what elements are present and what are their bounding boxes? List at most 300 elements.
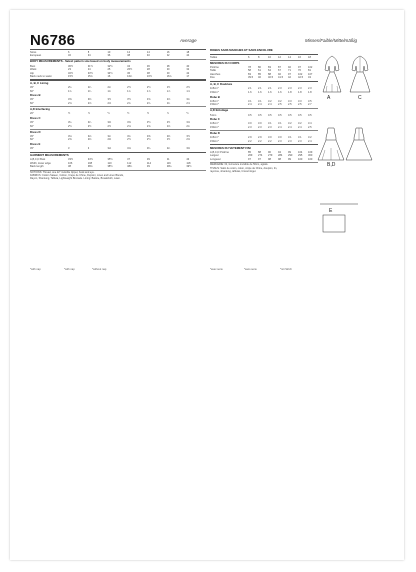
table-cell: 33½: [87, 71, 93, 75]
table-cell: 112: [127, 161, 132, 165]
table-cell: 98: [268, 157, 271, 161]
table-cell: 1¾: [127, 89, 131, 93]
table-cell: 2⅝: [186, 138, 190, 142]
table-cell: 3.0: [248, 122, 252, 126]
table-cell: 97: [298, 65, 301, 69]
dress-back-icon: [350, 56, 370, 92]
table-cell: 2.7: [308, 103, 312, 107]
footnote: *avec sens: [210, 268, 223, 271]
table-cell: 2.4: [308, 139, 312, 143]
table-cell: 30½: [68, 64, 74, 68]
table-cell: 0.5: [258, 113, 262, 117]
table-cell: 3⅜: [87, 98, 92, 102]
table-cell: 2.3: [278, 87, 282, 91]
table-cell: 3.3: [298, 99, 302, 103]
table-cell: 71: [288, 69, 291, 73]
table-cell: 16¾: [166, 75, 172, 79]
table-cell: 14: [288, 55, 291, 59]
table-cell: 3⅝: [146, 98, 151, 102]
table-cell: 94: [278, 150, 281, 154]
dress-front-icon: [323, 56, 341, 92]
row-label: 60": [30, 101, 34, 105]
table-cell: 15½: [68, 75, 74, 79]
figure-label-bd: B,D: [327, 162, 336, 168]
table-cell: 17: [186, 75, 190, 79]
section-heading: MESURES DU VÊTEMENT FINI: [210, 146, 251, 150]
section-heading: A,D Interfacing: [30, 108, 50, 112]
row-label: 45": [30, 98, 34, 102]
table-cell: 3.4: [308, 122, 312, 126]
table-cell: 40: [186, 64, 190, 68]
section-heading: Robe D: [210, 131, 220, 135]
footnotes: [30, 268, 386, 274]
table-cell: 1⅞: [186, 89, 190, 93]
table-cell: 8: [87, 50, 90, 54]
table-cell: 2.1: [268, 87, 272, 91]
notions-line: FABRICS: Cotton Sateen, Cotton, Crepe de Chine, Dupioni, Linen and Linen Blends,: [30, 174, 124, 178]
row-label: Taille: [210, 69, 216, 73]
table-cell: 3.1: [248, 99, 252, 103]
row-label: Hanches: [210, 72, 221, 76]
table-cell: 2.5: [298, 103, 302, 107]
table-cell: 34: [127, 64, 131, 68]
table-cell: 1.6: [258, 90, 262, 94]
table-cell: 108: [87, 161, 93, 165]
table-cell: 3⅜: [68, 98, 72, 102]
table-cell: 3.1: [258, 99, 262, 103]
table-cell: 2½: [127, 138, 131, 142]
footnote: *mit Strich: [280, 268, 292, 271]
table-cell: 38: [68, 165, 71, 169]
table-cell: 1.8: [288, 90, 292, 94]
table-cell: 41.5: [278, 76, 284, 80]
table-cell: 36: [107, 54, 111, 58]
row-label: A,B,C,D Bust: [30, 158, 46, 162]
table-cell: 2.3: [258, 125, 262, 129]
table-cell: 2.5: [308, 125, 312, 129]
table-cell: 3¼: [146, 147, 151, 151]
row-label: Bust: [30, 64, 36, 68]
table-cell: 61: [258, 69, 261, 73]
table-cell: 3.2: [268, 99, 272, 103]
table-cell: 290: [288, 154, 293, 158]
table-cell: 269: [248, 154, 253, 158]
footnote: *with nap: [30, 268, 41, 271]
table-cell: 39.5: [248, 76, 254, 80]
table-cell: 10: [268, 55, 271, 59]
row-label: Longueur: [210, 157, 221, 161]
table-cell: 83: [268, 65, 271, 69]
table-cell: 8: [258, 55, 260, 59]
table-cell: 2.4: [288, 125, 292, 129]
table-cell: 2.1: [248, 87, 252, 91]
table-cell: 58: [248, 69, 251, 73]
table-cell: 3.1: [268, 122, 272, 126]
table-cell: ½: [87, 112, 90, 116]
table-cell: 3⅜: [127, 121, 131, 125]
table-cell: 34½: [87, 158, 93, 162]
table-cell: 3.2: [308, 136, 312, 140]
table-cell: 110: [107, 161, 112, 165]
table-cell: 3⅛: [127, 147, 131, 151]
table-cell: 2.9: [248, 136, 252, 140]
table-cell: ½: [127, 112, 130, 116]
table-cell: 3.1: [298, 136, 302, 140]
figure-label-e: E: [329, 208, 333, 214]
table-cell: 34: [87, 54, 91, 58]
figure-label-a: A: [327, 95, 331, 101]
table-cell: 2½: [146, 86, 151, 90]
table-cell: 2½: [166, 138, 171, 142]
table-cell: 90: [268, 150, 271, 154]
table-cell: 300: [308, 154, 313, 158]
row-label: 45": [30, 134, 34, 138]
table-cell: 23: [68, 68, 71, 72]
table-cell: 6: [68, 50, 70, 54]
table-cell: 2.3: [248, 125, 252, 129]
section-heading: Robe C: [210, 118, 220, 122]
table-cell: 2¾: [166, 101, 171, 105]
table-cell: 2.2: [258, 139, 262, 143]
table-cell: 2½: [146, 138, 151, 142]
row-label: 60": [30, 138, 34, 142]
section-heading: MESURES DU CORPS: [210, 61, 240, 65]
table-cell: 1⅞: [166, 89, 171, 93]
table-cell: 106: [68, 161, 73, 165]
table-cell: ½: [166, 112, 169, 116]
table-cell: 39: [146, 158, 150, 162]
table-cell: 97: [258, 157, 261, 161]
footnote: *without nap: [92, 268, 107, 271]
table-cell: 12: [278, 55, 281, 59]
table-cell: 38¼: [87, 165, 93, 169]
table-cell: 14: [146, 50, 150, 54]
row-label: 150cm*: [210, 90, 219, 94]
table-cell: 2¾: [186, 124, 190, 128]
table-cell: 3.1: [278, 122, 282, 126]
table-cell: 2.3: [308, 87, 312, 91]
table-cell: 3½: [166, 121, 171, 125]
row-label: Waist: [30, 68, 37, 72]
table-cell: 40.5: [268, 76, 274, 80]
table-cell: 102: [308, 65, 313, 69]
table-cell: 2⅝: [166, 124, 171, 128]
table-cell: 32½: [68, 71, 74, 75]
table-cell: 85: [248, 150, 251, 154]
table-cell: 16½: [146, 75, 152, 79]
table-cell: 3⅜: [107, 121, 112, 125]
table-cell: 2.3: [268, 125, 272, 129]
table-cell: 16: [298, 55, 301, 59]
table-cell: 16¼: [127, 75, 133, 79]
table-cell: 2.4: [278, 125, 282, 129]
table-cell: 3½: [146, 121, 151, 125]
table-cell: 39¼: [166, 165, 172, 169]
table-cell: ½: [68, 112, 71, 116]
table-cell: 107: [308, 72, 313, 76]
table-cell: 32½: [107, 64, 113, 68]
table-cell: 3.2: [278, 99, 282, 103]
table-cell: 3¼: [68, 121, 72, 125]
row-label: 51cm: [210, 113, 217, 117]
row-label: 115cm*: [210, 99, 219, 103]
section-heading: A, B, C Lining: [30, 81, 49, 85]
table-cell: 1.8: [298, 90, 302, 94]
table-cell: 3⅜: [146, 134, 151, 138]
table-cell: 18: [186, 50, 190, 54]
table-cell: 2⅝: [146, 124, 151, 128]
row-label: Back length: [30, 165, 44, 169]
table-cell: 2¾: [146, 101, 151, 105]
table-cell: 85: [258, 72, 261, 76]
figure-label-c: C: [358, 95, 362, 101]
table-cell: 24: [87, 68, 91, 72]
section-heading: Dress D: [30, 130, 41, 134]
table-cell: 3¼: [87, 121, 92, 125]
table-cell: 33½: [68, 158, 74, 162]
table-cell: 2⅜: [87, 138, 92, 142]
table-cell: 100: [308, 157, 313, 161]
table-cell: 6: [248, 55, 250, 59]
table-cell: 2⅞: [186, 101, 190, 105]
table-cell: 40: [166, 71, 170, 75]
table-cell: 26½: [127, 68, 133, 72]
table-cell: 279: [268, 154, 273, 158]
table-cell: 2⅝: [68, 101, 72, 105]
row-label: 115cm*: [210, 87, 219, 91]
table-cell: 38: [127, 54, 131, 58]
table-cell: 43: [308, 76, 311, 80]
table-cell: 1⅞: [146, 89, 151, 93]
table-cell: 38: [166, 64, 170, 68]
table-cell: 2⅜: [68, 138, 72, 142]
table-cell: 2⅝: [127, 124, 131, 128]
table-cell: 25: [107, 68, 111, 72]
pattern-number: N6786: [30, 32, 76, 49]
table-cell: 3¼: [107, 134, 112, 138]
table-cell: 31½: [87, 64, 93, 68]
table-cell: 274: [258, 154, 263, 158]
row-label: 150cm*: [210, 103, 219, 107]
table-cell: 32: [186, 68, 190, 72]
table-cell: 97: [248, 157, 251, 161]
table-cell: 0.5: [308, 113, 312, 117]
table-cell: 118: [186, 161, 191, 165]
table-cell: 81: [308, 69, 311, 73]
row-label: Largeur: [210, 154, 219, 158]
table-cell: 43: [186, 158, 190, 162]
table-cell: 3.3: [288, 99, 292, 103]
table-cell: 41: [166, 158, 170, 162]
table-cell: 42: [166, 54, 170, 58]
table-cell: 3⅛: [68, 134, 72, 138]
notes-line: TISSUS: Satin de coton, coton, crêpe de Chine, doupion, lin,: [210, 166, 278, 170]
table-cell: 2⅝: [87, 101, 92, 105]
table-cell: 88: [268, 72, 271, 76]
table-cell: 3¼: [166, 147, 171, 151]
table-cell: 1.6: [248, 90, 252, 94]
row-label: 45": [30, 147, 34, 151]
table-cell: ½: [146, 112, 150, 116]
row-label: 20": [30, 112, 34, 116]
table-cell: 2.4: [258, 103, 262, 107]
row-label: European: [30, 54, 42, 58]
subtitle-right: Misses/Faible/Mittelmäßig: [305, 38, 358, 43]
footnote: *with nap: [64, 268, 75, 271]
table-cell: 284: [278, 154, 283, 158]
subtitle-left: Average: [180, 38, 197, 43]
table-cell: 3.0: [268, 136, 272, 140]
table-cell: 3.0: [258, 122, 262, 126]
table-cell: 87: [278, 65, 281, 69]
row-label: Tailles: [210, 55, 218, 59]
table-cell: 2½: [68, 124, 72, 128]
table-cell: 2.5: [288, 103, 292, 107]
table-cell: 76: [298, 69, 301, 73]
table-cell: 3½: [107, 98, 112, 102]
row-label: 45": [30, 86, 34, 90]
table-cell: 3⅝: [186, 121, 190, 125]
table-cell: 2.2: [268, 139, 272, 143]
table-cell: 0.5: [268, 113, 272, 117]
table-cell: ½: [107, 112, 110, 116]
table-cell: 0.5: [288, 113, 292, 117]
row-label: Width, lower edge: [30, 161, 51, 165]
section-heading: ROBES SANS MANCHES ET SANS ENCOLURE: [210, 49, 273, 53]
table-cell: 3⅜: [186, 147, 190, 151]
notions-heading: NOTIONS: Thread, one 22" invisible zipper, hook and eye.: [30, 170, 95, 174]
table-cell: 39½: [186, 165, 192, 169]
table-cell: 88: [258, 150, 261, 154]
table-cell: 3: [87, 147, 90, 151]
table-cell: 2.3: [288, 139, 292, 143]
table-cell: 2⅜: [107, 138, 112, 142]
table-cell: 38¾: [127, 165, 133, 169]
table-cell: 28: [146, 68, 150, 72]
table-cell: 2.4: [268, 103, 272, 107]
table-cell: 2.3: [298, 139, 302, 143]
table-cell: 42: [186, 71, 190, 75]
table-cell: 2.4: [298, 125, 302, 129]
table-cell: 38½: [107, 165, 113, 169]
table-cell: 99: [288, 150, 291, 154]
table-cell: 3.1: [288, 136, 292, 140]
table-cell: 2.3: [288, 87, 292, 91]
table-cell: 3.2: [298, 122, 302, 126]
table-cell: ½: [186, 112, 189, 116]
row-label: 115cm*: [210, 136, 219, 140]
table-cell: 2.2: [248, 139, 252, 143]
table-cell: 18: [308, 55, 311, 59]
table-cell: 2.9: [258, 136, 262, 140]
table-cell: 35½: [107, 158, 113, 162]
table-cell: 92: [288, 65, 291, 69]
table-cell: 30: [166, 68, 170, 72]
table-cell: 16: [107, 75, 111, 79]
footnote: *sans sens: [244, 268, 257, 271]
table-cell: 0.5: [248, 113, 252, 117]
table-cell: 2⅝: [107, 101, 112, 105]
table-cell: 3⅝: [166, 98, 171, 102]
table-cell: 1.6: [268, 90, 272, 94]
table-cell: 2¼: [87, 86, 92, 90]
table-cell: 98: [278, 157, 281, 161]
section-heading: Dress B: [30, 94, 41, 98]
table-cell: 2½: [87, 124, 92, 128]
table-cell: 40: [258, 76, 261, 80]
table-cell: 12: [127, 50, 131, 54]
table-cell: 3½: [127, 98, 131, 102]
table-cell: 99: [288, 157, 291, 161]
table-cell: 16: [166, 50, 170, 54]
table-cell: 2½: [186, 86, 190, 90]
table-cell: 83: [248, 72, 251, 76]
table-cell: 78: [248, 65, 251, 69]
table-cell: 2.1: [258, 87, 262, 91]
table-cell: 1¾: [107, 89, 112, 93]
notes-line: rayonne, shantung, taffetas, brocart léger.: [210, 169, 257, 173]
table-cell: 3½: [186, 134, 190, 138]
table-cell: 2.3: [278, 139, 282, 143]
section-heading: Dress E: [30, 143, 41, 147]
table-cell: 3⅛: [107, 147, 112, 151]
dress-illustrations: [10, 10, 404, 560]
table-cell: 42.5: [298, 76, 304, 80]
section-heading: Dress C: [30, 116, 41, 120]
table-cell: 10: [107, 50, 111, 54]
row-label: 60": [30, 124, 34, 128]
table-cell: 295: [298, 154, 303, 158]
section-heading: Robe B: [210, 95, 220, 99]
row-label: 150cm*: [210, 139, 219, 143]
table-cell: 114: [146, 161, 152, 165]
table-cell: 1¾: [68, 89, 72, 93]
table-cell: 40: [146, 54, 150, 58]
table-cell: 1.6: [278, 90, 282, 94]
row-label: Hip: [30, 71, 34, 75]
notions-line: Rayon, Shantung, Taffeta, Lightweight Brocade. Lining: Batiste, Broadcloth, Lawn.: [30, 177, 121, 181]
section-heading: BODY MEASUREMENTS - Select pattern size based on body measurements: [30, 60, 131, 64]
table-cell: 3¼: [127, 134, 131, 138]
table-cell: 15¾: [87, 75, 93, 79]
table-cell: 109: [308, 150, 313, 154]
row-label: 60": [30, 89, 34, 93]
row-label: 150cm*: [210, 125, 219, 129]
table-cell: 3.0: [278, 136, 282, 140]
table-cell: 39: [146, 165, 150, 169]
row-label: Dos: [210, 76, 215, 80]
table-cell: 2½: [127, 86, 131, 90]
table-cell: 2½: [166, 86, 171, 90]
row-label: 45": [30, 121, 34, 125]
table-cell: 36: [127, 71, 131, 75]
table-cell: 64: [268, 69, 271, 73]
table-cell: 3⅛: [87, 134, 92, 138]
flat-piece-icon: [320, 204, 358, 232]
table-cell: 2.3: [298, 87, 302, 91]
table-cell: 100: [298, 157, 303, 161]
table-cell: 1¾: [87, 89, 92, 93]
table-cell: 2¼: [107, 86, 112, 90]
row-label: Sizes: [30, 50, 37, 54]
table-cell: 36: [146, 64, 150, 68]
table-cell: 104: [298, 150, 303, 154]
table-cell: 37: [127, 158, 131, 162]
notes-line: MERCERIE: Fil, fermeture invisible de 56cm, agrafe.: [210, 163, 269, 167]
section-heading: GARMENT MEASUREMENTS: [30, 154, 69, 158]
table-cell: 1.8: [308, 90, 312, 94]
table-cell: 38: [146, 71, 150, 75]
